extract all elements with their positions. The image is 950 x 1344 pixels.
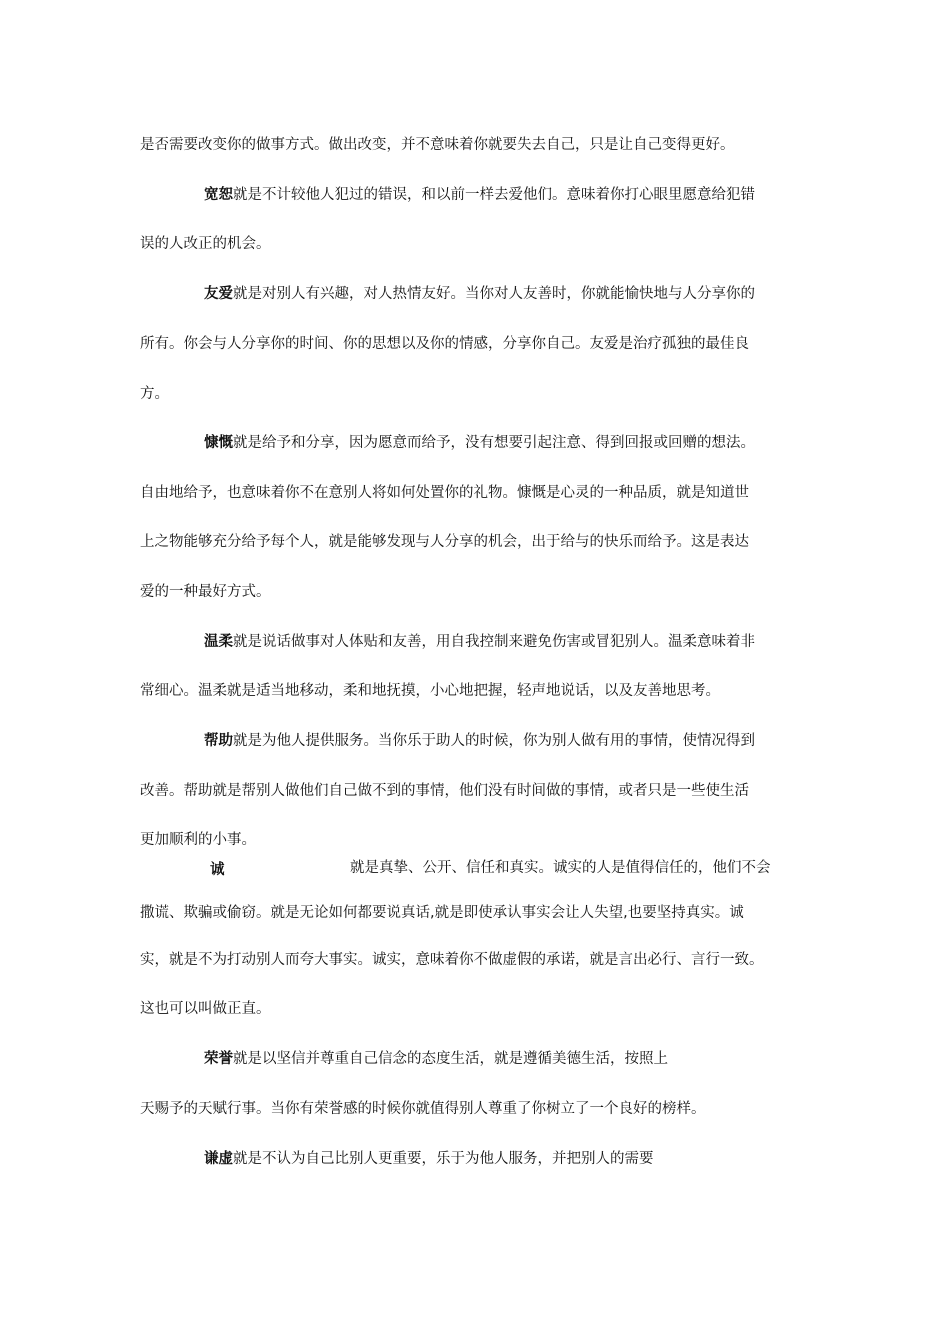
virtue-humility: 谦虚就是不认为自己比别人更重要，乐于为他人服务，并把别人的需要 xyxy=(204,1151,654,1167)
text-line: 改善。帮助就是帮别人做他们自己做不到的事情，他们没有时间做的事情，或者只是一些使生活 xyxy=(140,783,749,799)
virtue-generosity: 慷慨就是给予和分享，因为愿意而给予，没有想要引起注意、得到回报或回赠的想法。 xyxy=(204,435,755,451)
text-line: 爱的一种最好方式。 xyxy=(140,584,271,600)
virtue-term: 谦虚 xyxy=(204,1151,233,1167)
virtue-term: 帮助 xyxy=(204,733,233,749)
text-line: 所有。你会与人分享你的时间、你的思想以及你的情感，分享你自己。友爱是治疗孤独的最佳良 xyxy=(140,336,749,352)
virtue-term: 温柔 xyxy=(204,634,233,650)
virtue-term: 荣誉 xyxy=(204,1051,233,1067)
text-line: 撒谎、欺骗或偷窃。就是无论如何都要说真话,就是即使承认事实会让人失望,也要坚持真实。诚 xyxy=(140,905,744,921)
text-line: 天赐予的天赋行事。当你有荣誉感的时候你就值得别人尊重了你树立了一个良好的榜样。 xyxy=(140,1101,706,1117)
text-line: 更加顺利的小事。 xyxy=(140,832,256,848)
text-line: 常细心。温柔就是适当地移动，柔和地抚摸，小心地把握，轻声地说话，以及友善地思考。 xyxy=(140,683,720,699)
text-line: 误的人改正的机会。 xyxy=(140,236,271,252)
text-line: 实，就是不为打动别人而夸大事实。诚实，意味着你不做虚假的承诺，就是言出必行、言行一致。 xyxy=(140,952,764,968)
virtue-term: 友爱 xyxy=(204,286,233,302)
virtue-term: 宽恕 xyxy=(204,187,233,203)
text-line: 自由地给予，也意味着你不在意别人将如何处置你的礼物。慷慨是心灵的一种品质，就是知道世 xyxy=(140,485,749,501)
virtue-forgiveness: 宽恕就是不计较他人犯过的错误，和以前一样去爱他们。意味着你打心眼里愿意给犯错 xyxy=(204,187,755,203)
text-line: 这也可以叫做正直。 xyxy=(140,1001,271,1017)
virtue-honesty-term xyxy=(210,860,225,880)
text-line: 上之物能够充分给予每个人，就是能够发现与人分享的机会，出于给与的快乐而给予。这是表达 xyxy=(140,534,749,550)
virtue-honesty: 就是真挚、公开、信任和真实。诚实的人是值得信任的，他们不会 xyxy=(350,860,771,876)
virtue-friendliness: 友爱就是对别人有兴趣，对人热情友好。当你对人友善时，你就能愉快地与人分享你的 xyxy=(204,286,755,302)
virtue-term: 慷慨 xyxy=(204,435,233,451)
text-line: 方。 xyxy=(140,386,169,402)
virtue-term: 诚 xyxy=(210,862,225,878)
virtue-honor: 荣誉就是以坚信并尊重自己信念的态度生活，就是遵循美德生活，按照上 xyxy=(204,1051,668,1067)
text-line: 是否需要改变你的做事方式。做出改变，并不意味着你就要失去自己，只是让自己变得更好。 xyxy=(140,137,735,153)
virtue-gentleness: 温柔就是说话做事对人体贴和友善，用自我控制来避免伤害或冒犯别人。温柔意味着非 xyxy=(204,634,755,650)
virtue-helpfulness: 帮助就是为他人提供服务。当你乐于助人的时候，你为别人做有用的事情，使情况得到 xyxy=(204,733,755,749)
